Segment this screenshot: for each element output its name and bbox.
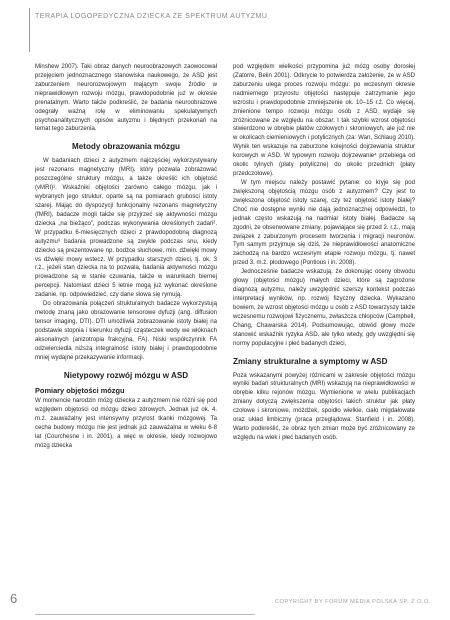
left-paragraph-3: Do obrazowania połączeń strukturalnych badacze wykorzystują metodę znaną jako obrazowanie tensorowe dyfuzji (ang. diffusion tensor imaging, DTI). DTI umożliwia zobrazowanie istoty białej na podstawie stopnia i kierunku dyfuzji cząsteczek wody we włóknach aksonalnych (anizotropia frakcyjna, FA). Niski współczynnik FA odzwierciedla niższą integralność istoty białej i prawdopodobnie mniej wydajne przekazywanie informacji. [35, 301, 217, 361]
right-paragraph-2: W tym miejscu należy postawić pytanie: co kryje się pod zwiększoną objętością mózgu osób z autyzmem? Czy jest to zwiększona objętość istoty szarej, czy też objętość istoty białej? Choć nie dostępne wyniki nie dają jednoznacznej odpowiedzi, to jednak często wskazują na nadmiar istoty białej. Badacze są zgodni, że obserwowane zmiany, pojawiające się przed 2. r.ż., mają związek z zaburzonym procesem tworzenia i migracji neuronów. Tym samym przyjmuje się dziś, że nieprawidłowości anatomiczne zachodzą na bardzo wczesnym etapie rozwoju mózgu, tj. nawet przed 3. m.ż. płodowego (Pontious i in. 2008). [233, 179, 415, 267]
section-heading-atypical-development: Nietypowy rozwój mózgu w ASD [63, 370, 189, 380]
footer-rule [35, 614, 255, 615]
right-paragraph-3: Jednocześnie badacze wskazują, że dokonując oceny obwodu głowy (objętości mózgu) małych dzieci, które są zagrożone diagnozą autyzmu, należy uwzględnić szerszy kontekst podczas interpretacji wyników, np. rozwój fizyczny dziecka. Wykazano bowiem, że wzrost objętości mózgu u osób z ASD towarzyszy także wczesnemu rozwojowi fizycznemu, zwłaszcza chłopców (Campbell, Chang, Chawarska 2014). Podsumowując, obwód głowy może stanowić wskaźnik ryzyka ASD, ale tylko wtedy, gdy uwzględni się normy populacyjne i płeć badanych dzieci. [233, 269, 415, 347]
left-column [35, 63, 217, 451]
running-title: TERAPIA LOGOPEDYCZNA DZIECKA ZE SPEKTRUM AUTYZMU [35, 13, 268, 20]
left-paragraph-4: W momencie narodzin mózg dziecka z autyzmem nie różni się pod względem objętości od mózgu dzieci zdrowych. Jednak już ok. 4. m.ż. zauważalny jest intensywny przyrost tkanki mózgowej. Ta cecha budowy mózgu nie jest jednak już zauważalna w wieku 6-8 lat (Courchesne i in. 2001), a więc w okresie, kiedy rozwojowo mózg dziecka [35, 398, 217, 449]
page-number: 6 [10, 591, 18, 606]
left-paragraph-1: Minshew 2007). Taki obraz danych neuroobrazowych zaowocował przejęciem jednoznacznego stanowiska naukowego, że ASD jest zaburzeniem neurorozwojowym mającym swoje źródło w nieprawidłowym rozwoju mózgu, prawdopodobnie już w okresie prenatalnym. Warto także podkreślić, że badania neuroobrazowe odegrały ważną rolę w eliminowaniu spekulatywnych psychoanalitycznych opisów autyzmu i błędnych przekonań na temat tego zaburzenia. [35, 64, 217, 133]
section-heading-imaging-methods: Metody obrazowania mózgu [72, 142, 180, 152]
subsection-heading-brain-volume: Pomiary objętości mózgu [35, 385, 125, 395]
right-column [233, 63, 415, 443]
section-heading-structural-changes: Zmiany strukturalne a symptomy w ASD [233, 356, 388, 366]
left-paragraph-2: W badaniach dzieci z autyzmem najczęściej wykorzystywany jest rezonans magnetyczny (MRI), który pozwala zobrazować poszczególne struktury mózgu, a także określić ich objętość (vMRI)¹. Wskaźniki objętości zarówno całego mózgu, jak i wybranych jego struktur, oparte są na pomiarach grubości istoty szarej. Mając do dyspozycji funkcjonalny rezonans magnetyczny (fMRI), badacze mogli także się przyjrzeć się aktywności mózgu dziecka „na bieżąco”, podczas wykonywania określonych zadań². W przypadku 6-miesięcznych dzieci z prawdopodobną diagnozą autyzmu³ badania prowadzone są zwykle podczas snu, kiedy dziecko są prezentowane np. bodźce słuchowe, min. dźwięki mowy vs dźwięki mowy wstecz. W przypadku starszych dzieci, tj. ok. 3 r.ż., jeżeli stan dziecka na to pozwala, badania aktywności mózgu prowadzone są w stanie czuwania, także w warunkach biernej percepcji. Natomiast dzieci 5 letnie mogą już wykonać określone zadanie, np. odpowiedzieć, czy dane słowa się rymują. [35, 158, 217, 299]
right-paragraph-4: Poza wskazanymi powyżej różnicami w zakresie objętości mózgu wyniki badań strukturalnych (MRI) wskazują na nieprawidłowości w obrębie kilku rejonów mózgu. Wymienione w wielu publikacjach zmiany dotyczą zwiększenia objętości takich struktur jak płaty czołowe i skroniowe, móżdżek, spoidło wielkie, ciało migdałowate oraz układ limbiczny (praca przeglądowa: Stanfield i in. 2008). Warto podkreślić, że obraz tych zmian może być zróżnicowany ze względu na wiek i płeć badanych osób. [233, 372, 415, 441]
right-paragraph-1: pod względem wielkości przypomina już mózg osoby dorosłej (Zatorre, Belin 2001). Odkrycie to potwierdza założenie, że w ASD zaburzeniu ulega proces rozwoju mózgu: po wczesnym okresie nadmiernego przyrostu objętości następuje zatrzymanie jego wzrostu i prawdopodobnie zmniejszenie ok. 10–15 r.ż. Co więcej, zmienione tempo rozwoju mózgu osób z ASD wydaje się zróżnicowane ze względu na obszar. I tak szybki wzrost objętości stwierdzono w obrębie płatów czołowych i skroniowych, ale już nie w okolicach ciemieniowych i potylicznych (za: Wan, Schlaug 2010). Wynik ten wskazuje na zaburzone kolejności dojrzewania struktur korowych w ASD. W typowym rozwoju dojrzewanie⁴ przebiega od okolic tylnych (płaty potyliczne) do okolic przednich (płaty przedczołowe). [233, 64, 415, 178]
copyright-notice: COPYRIGHT BY FORUM MEDIA POLSKA SP. Z O.O. [275, 599, 431, 605]
header-rule [29, 8, 30, 52]
